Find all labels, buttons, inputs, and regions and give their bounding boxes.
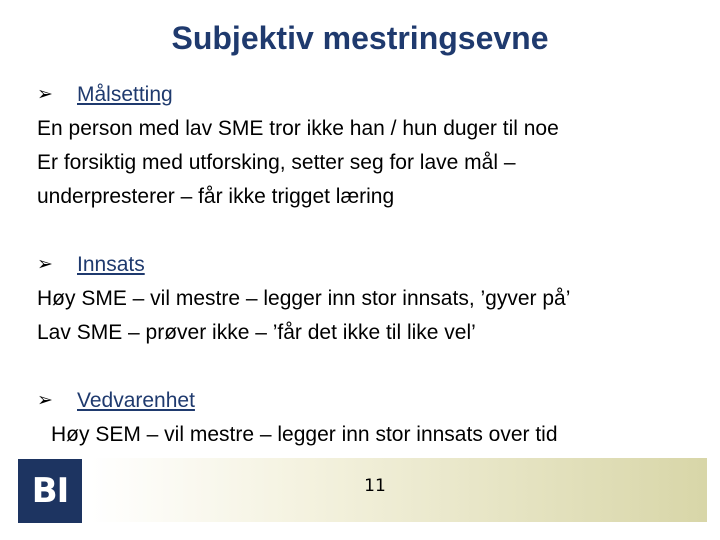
bullet-heading-vedvarenhet	[37, 384, 707, 418]
text-line: Høy SME – vil mestre – legger inn stor innsats, ’gyver på’	[37, 287, 571, 310]
bullet-heading-malsetting	[37, 78, 707, 112]
slide-body	[37, 78, 707, 452]
page-number: 11	[364, 476, 386, 496]
slide-title: Subjektiv mestringsevne	[171, 20, 549, 56]
text-line: underpresterer – får ikke trigget læring	[37, 185, 395, 208]
bi-logo-text: BI	[31, 471, 69, 511]
arrow-bullet-icon: ➢	[37, 84, 53, 105]
heading-malsetting: Målsetting	[77, 83, 173, 106]
text-line: En person med lav SME tror ikke han / hun duger til noe	[37, 117, 559, 140]
heading-vedvarenhet: Vedvarenhet	[77, 389, 195, 412]
heading-innsats: Innsats	[77, 253, 145, 276]
bullet-heading-innsats	[37, 248, 707, 282]
arrow-bullet-icon: ➢	[37, 254, 53, 275]
bi-logo	[18, 459, 82, 523]
text-line: Høy SEM – vil mestre – legger inn stor innsats over tid	[51, 423, 558, 446]
arrow-bullet-icon: ➢	[37, 390, 53, 411]
text-line: Lav SME – prøver ikke – ’får det ikke til like vel’	[37, 321, 476, 344]
text-line: Er forsiktig med utforsking, setter seg for lave mål –	[37, 151, 516, 174]
